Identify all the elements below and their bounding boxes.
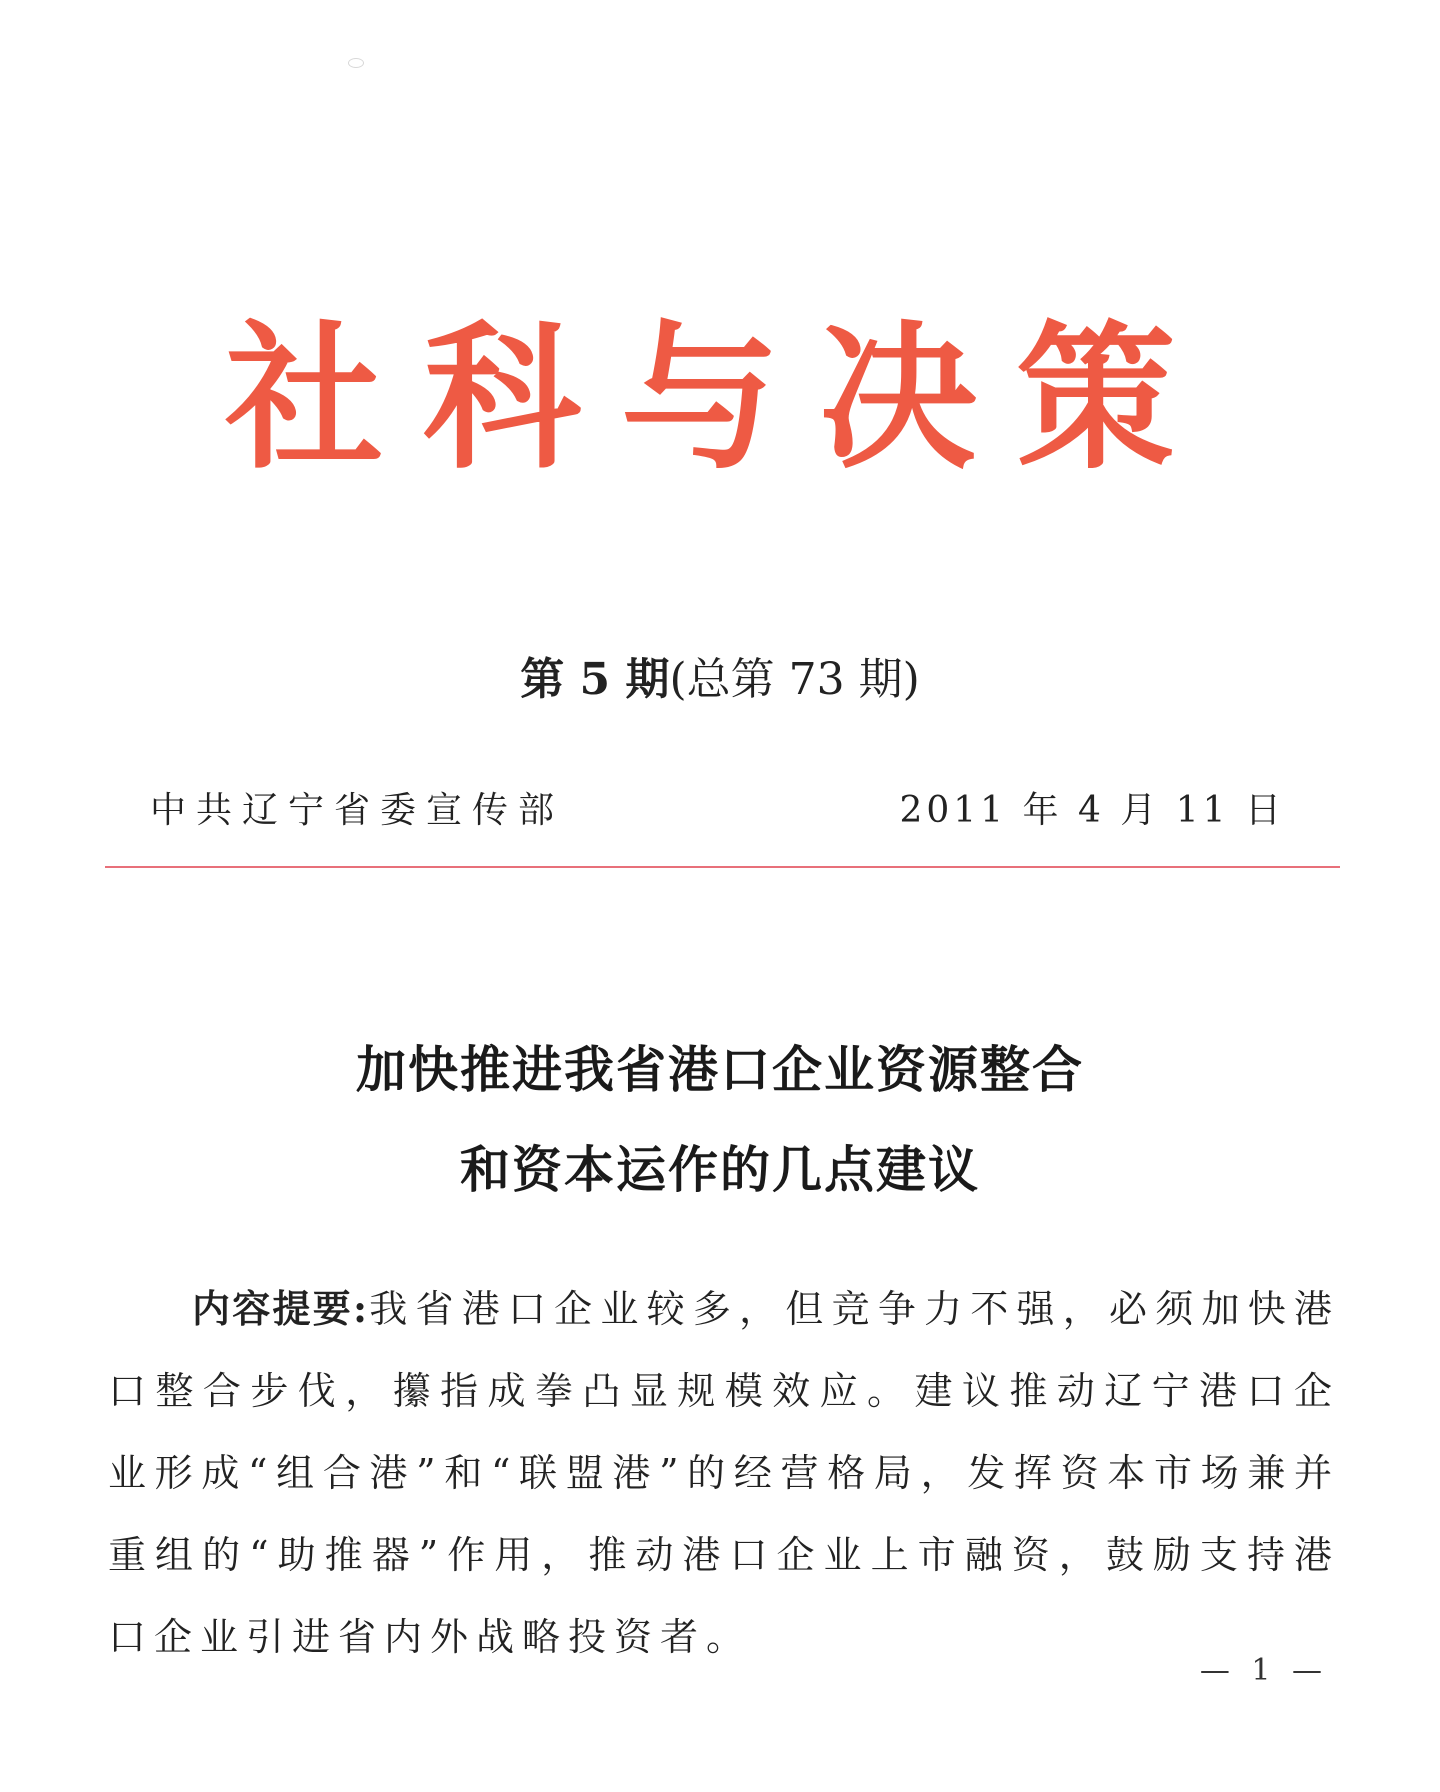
- issue-date: 2011 年 4 月 11 日: [899, 790, 1285, 831]
- article-title: [0, 1020, 1440, 1220]
- abstract-text: 我省港口企业较多，但竞争力不强，必须加快港口整合步伐，攥指成拳凸显规模效应。建议推动辽宁港口企业形成“组合港”和“联盟港”的经营格局，发挥资本市场兼并重组的“助推器”作用，推动港口企业上市融资，鼓励支持港口企业引进省内外战略投资者。: [108, 1287, 1340, 1659]
- issue-total: (总第 73 期): [669, 654, 920, 705]
- page-number: — 1 —: [1199, 1653, 1328, 1688]
- article-title-line-1: 加快推进我省港口企业资源整合: [356, 1040, 1084, 1099]
- header-rule: [105, 866, 1340, 868]
- masthead-title: 社科与决策: [225, 306, 1215, 491]
- issue-number: [0, 654, 1440, 705]
- article-title-line-2: 和资本运作的几点建议: [460, 1140, 980, 1199]
- article-abstract: [108, 1268, 1340, 1678]
- issuer: 中共辽宁省委宣传部: [150, 790, 565, 831]
- scan-speck: [348, 58, 364, 68]
- abstract-label: 内容提要:: [192, 1286, 369, 1331]
- issue-main: 第 5 期: [520, 654, 670, 705]
